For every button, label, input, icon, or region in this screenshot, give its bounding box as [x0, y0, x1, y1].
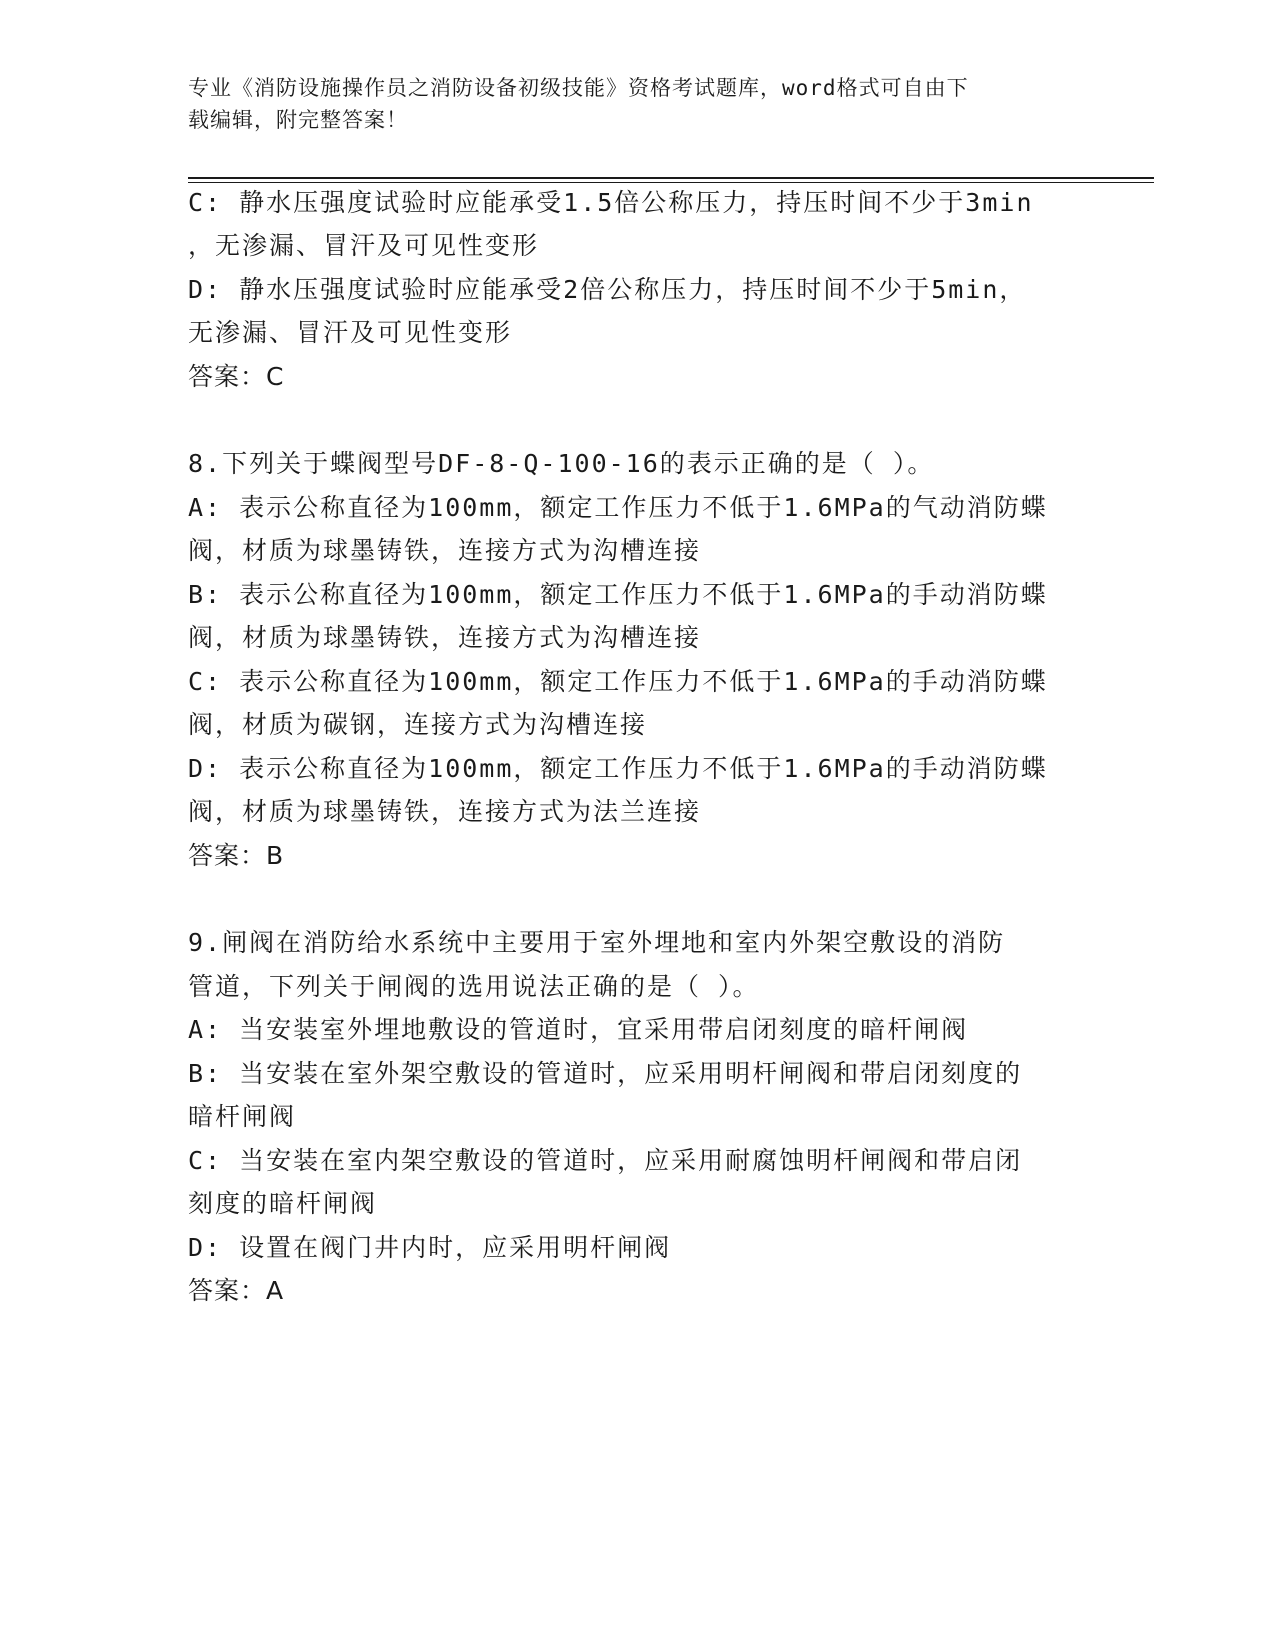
q9-option-d-line-1: D: 设置在阀门井内时，应采用明杆闸阀 [188, 1233, 672, 1262]
document-header [188, 72, 1068, 136]
q7-answer: 答案：C [188, 362, 285, 391]
q8-option-a-line-2: 阀，材质为球墨铸铁，连接方式为沟槽连接 [188, 536, 702, 565]
header-line-1: 专业《消防设施操作员之消防设备初级技能》资格考试题库，word格式可自由下 [188, 76, 969, 100]
q7-option-c-line-1: C: 静水压强度试验时应能承受1.5倍公称压力，持压时间不少于3min [188, 188, 1034, 217]
q8-option-b-line-2: 阀，材质为球墨铸铁，连接方式为沟槽连接 [188, 623, 702, 652]
header-divider-thick [188, 177, 1154, 179]
q8-option-c-line-1: C: 表示公称直径为100mm，额定工作压力不低于1.6MPa的手动消防蝶 [188, 667, 1048, 696]
header-divider-thin [188, 182, 1154, 183]
q9-option-c-line-1: C: 当安装在室内架空敷设的管道时，应采用耐腐蚀明杆闸阀和带启闭 [188, 1146, 1023, 1175]
q8-option-d-line-1: D: 表示公称直径为100mm，额定工作压力不低于1.6MPa的手动消防蝶 [188, 754, 1048, 783]
q9-option-b-line-2: 暗杆闸阀 [188, 1102, 297, 1131]
q9-option-a-line-1: A: 当安装室外埋地敷设的管道时，宜采用带启闭刻度的暗杆闸阀 [188, 1015, 969, 1044]
q8-answer: 答案：B [188, 841, 285, 870]
q7-option-c-line-2: ，无渗漏、冒汗及可见性变形 [188, 231, 540, 260]
q7-option-d-line-1: D: 静水压强度试验时应能承受2倍公称压力，持压时间不少于5min， [188, 275, 1027, 304]
q9-option-c-line-2: 刻度的暗杆闸阀 [188, 1189, 378, 1218]
q9-option-b-line-1: B: 当安装在室外架空敷设的管道时，应采用明杆闸阀和带启闭刻度的 [188, 1059, 1023, 1088]
q8-option-a-line-1: A: 表示公称直径为100mm，额定工作压力不低于1.6MPa的气动消防蝶 [188, 493, 1048, 522]
q9-stem-line-1: 9.闸阀在消防给水系统中主要用于室外埋地和室内外架空敷设的消防 [188, 928, 1006, 957]
q8-option-d-line-2: 阀，材质为球墨铸铁，连接方式为法兰连接 [188, 797, 702, 826]
q9-stem-line-2: 管道，下列关于闸阀的选用说法正确的是（ ）。 [188, 972, 760, 1001]
q8-option-c-line-2: 阀，材质为碳钢，连接方式为沟槽连接 [188, 710, 648, 739]
q8-stem: 8.下列关于蝶阀型号DF-8-Q-100-16的表示正确的是（ ）。 [188, 449, 935, 478]
q9-answer: 答案：A [188, 1276, 285, 1305]
q8-option-b-line-1: B: 表示公称直径为100mm，额定工作压力不低于1.6MPa的手动消防蝶 [188, 580, 1048, 609]
header-line-2: 载编辑，附完整答案！ [188, 108, 408, 132]
q7-option-d-line-2: 无渗漏、冒汗及可见性变形 [188, 318, 513, 347]
